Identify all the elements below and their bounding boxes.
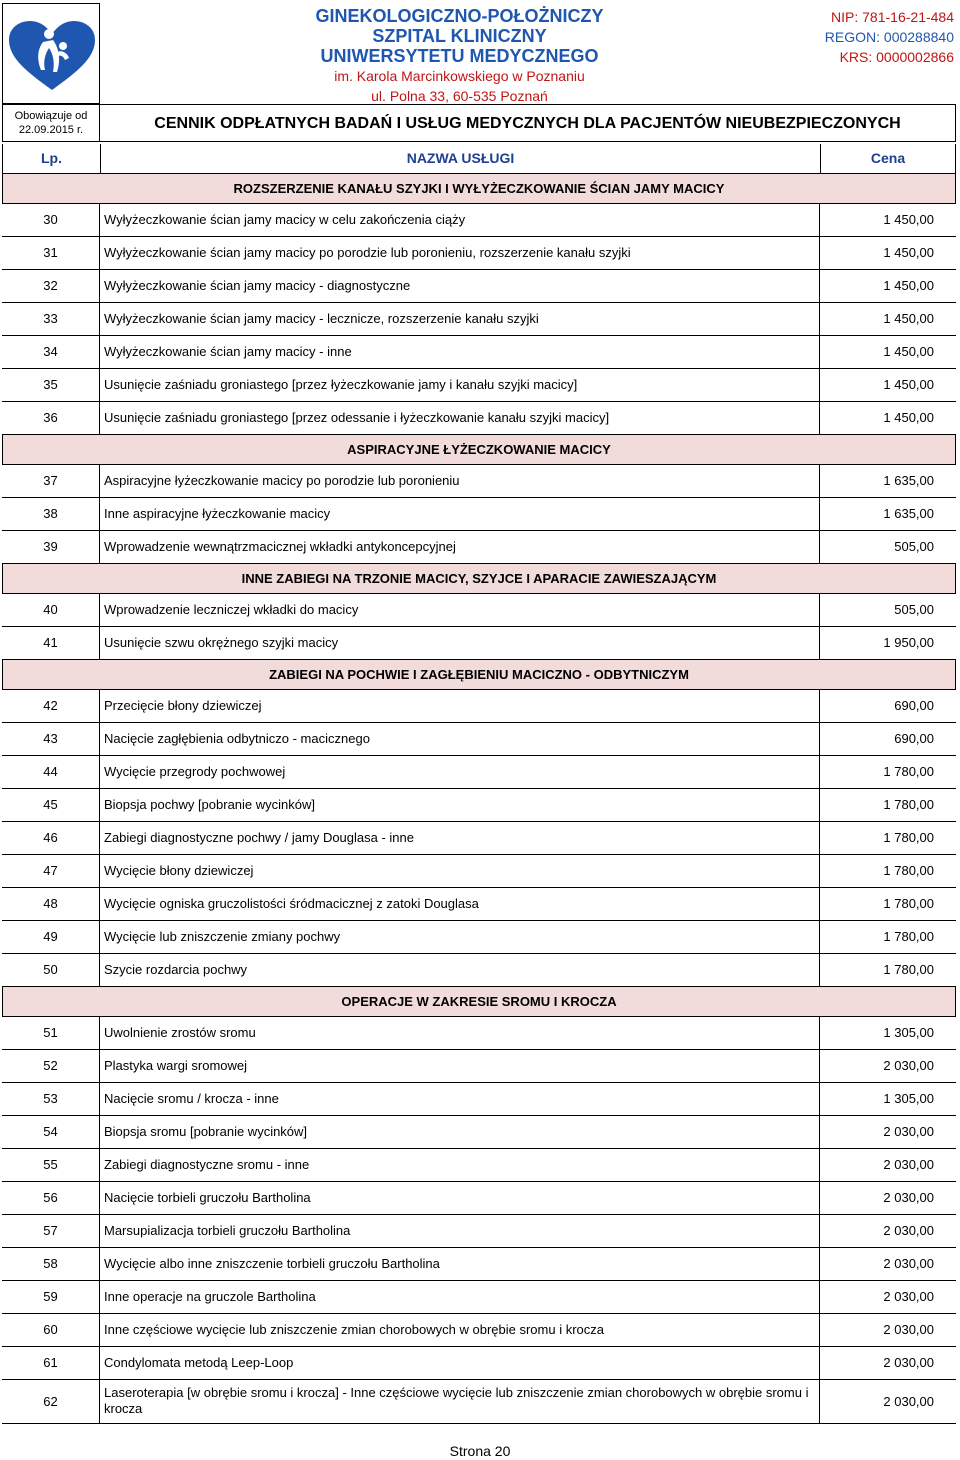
table-row xyxy=(2,204,956,237)
table-row xyxy=(2,723,956,756)
service-name: Zabiegi diagnostyczne pochwy / jamy Douglasa - inne xyxy=(100,822,820,854)
title-band xyxy=(2,106,956,144)
page-number: Strona 20 xyxy=(449,1443,511,1459)
service-name: Wycięcie błony dziewiczej xyxy=(100,855,820,887)
service-name: Wyłyżeczkowanie ścian jamy macicy - inne xyxy=(100,336,820,368)
row-number: 45 xyxy=(2,789,100,821)
section-title: ROZSZERZENIE KANAŁU SZYJKI I WYŁYŻECZKOWANIE ŚCIAN JAMY MACICY xyxy=(2,174,956,204)
service-price: 1 780,00 xyxy=(883,929,934,944)
hospital-name-line1: GINEKOLOGICZNO-POŁOŻNICZY xyxy=(315,6,604,26)
price-table-body xyxy=(2,174,956,1424)
service-price: 2 030,00 xyxy=(883,1124,934,1139)
service-name: Biopsja pochwy [pobranie wycinków] xyxy=(100,789,820,821)
service-name: Inne operacje na gruczole Bartholina xyxy=(100,1281,820,1313)
table-row xyxy=(2,888,956,921)
hospital-patron: im. Karola Marcinkowskiego w Poznaniu xyxy=(334,68,585,84)
column-header-price: Cena xyxy=(870,150,906,166)
service-price: 2 030,00 xyxy=(883,1394,934,1409)
hospital-name-line3: UNIWERSYTETU MEDYCZNEGO xyxy=(320,46,599,66)
row-number: 54 xyxy=(2,1116,100,1148)
table-row xyxy=(2,270,956,303)
service-name: Biopsja sromu [pobranie wycinków] xyxy=(100,1116,820,1148)
hospital-name-block xyxy=(302,6,617,106)
price-list-page xyxy=(2,3,956,1424)
table-row xyxy=(2,465,956,498)
row-number: 61 xyxy=(2,1347,100,1379)
service-name: Nacięcie zagłębienia odbytniczo - macicznego xyxy=(100,723,820,755)
service-name: Inne częściowe wycięcie lub zniszczenie zmian chorobowych w obrębie sromu i krocza xyxy=(100,1314,820,1346)
service-name: Nacięcie torbieli gruczołu Bartholina xyxy=(100,1182,820,1214)
row-number: 53 xyxy=(2,1083,100,1115)
table-row xyxy=(2,237,956,270)
service-price: 1 780,00 xyxy=(883,797,934,812)
row-number: 33 xyxy=(2,303,100,335)
service-name: Inne aspiracyjne łyżeczkowanie macicy xyxy=(100,498,820,530)
row-number: 37 xyxy=(2,465,100,497)
table-row xyxy=(2,1380,956,1424)
service-name: Marsupializacja torbieli gruczołu Bartholina xyxy=(100,1215,820,1247)
service-price: 1 450,00 xyxy=(883,377,934,392)
service-name: Wyłyżeczkowanie ścian jamy macicy - lecznicze, rozszerzenie kanału szyjki xyxy=(100,303,820,335)
service-price: 2 030,00 xyxy=(883,1058,934,1073)
service-price: 1 450,00 xyxy=(883,344,934,359)
table-row xyxy=(2,1182,956,1215)
service-name: Laseroterapia [w obrębie sromu i krocza] - Inne częściowe wycięcie lub zniszczenie zmian chorobowych w obrębie sromu i krocza xyxy=(100,1380,820,1423)
section-title: ASPIRACYJNE ŁYŻECZKOWANIE MACICY xyxy=(2,435,956,465)
service-price: 2 030,00 xyxy=(883,1289,934,1304)
service-price: 2 030,00 xyxy=(883,1190,934,1205)
service-price: 1 450,00 xyxy=(883,278,934,293)
table-row xyxy=(2,756,956,789)
service-price: 1 635,00 xyxy=(883,473,934,488)
krs-number: KRS: 0000002866 xyxy=(839,49,954,65)
row-number: 47 xyxy=(2,855,100,887)
service-name: Aspiracyjne łyżeczkowanie macicy po porodzie lub poronieniu xyxy=(100,465,820,497)
service-price: 1 780,00 xyxy=(883,896,934,911)
service-price: 1 305,00 xyxy=(883,1091,934,1106)
hospital-address: ul. Polna 33, 60-535 Poznań xyxy=(371,88,548,104)
table-row xyxy=(2,954,956,987)
column-header-name: NAZWA USŁUGI xyxy=(101,144,821,173)
table-row xyxy=(2,1050,956,1083)
row-number: 34 xyxy=(2,336,100,368)
table-row xyxy=(2,498,956,531)
hospital-name-line2: SZPITAL KLINICZNY xyxy=(372,26,547,46)
service-price: 1 450,00 xyxy=(883,410,934,425)
service-name: Wycięcie lub zniszczenie zmiany pochwy xyxy=(100,921,820,953)
row-number: 52 xyxy=(2,1050,100,1082)
service-name: Wycięcie albo inne zniszczenie torbieli gruczołu Bartholina xyxy=(100,1248,820,1280)
row-number: 38 xyxy=(2,498,100,530)
section-title: OPERACJE W ZAKRESIE SROMU I KROCZA xyxy=(2,987,956,1017)
service-name: Wyłyżeczkowanie ścian jamy macicy po porodzie lub poronieniu, rozszerzenie kanału szyjki xyxy=(100,237,820,269)
row-number: 58 xyxy=(2,1248,100,1280)
table-row xyxy=(2,303,956,336)
service-price: 1 950,00 xyxy=(883,635,934,650)
row-number: 30 xyxy=(2,204,100,236)
table-row xyxy=(2,1248,956,1281)
table-row xyxy=(2,1083,956,1116)
row-number: 48 xyxy=(2,888,100,920)
service-name: Zabiegi diagnostyczne sromu - inne xyxy=(100,1149,820,1181)
row-number: 59 xyxy=(2,1281,100,1313)
service-price: 1 450,00 xyxy=(883,311,934,326)
service-price: 690,00 xyxy=(894,698,934,713)
table-row xyxy=(2,1116,956,1149)
service-price: 1 780,00 xyxy=(883,962,934,977)
service-price: 2 030,00 xyxy=(883,1157,934,1172)
service-name: Wyłyżeczkowanie ścian jamy macicy - diagnostyczne xyxy=(100,270,820,302)
service-name: Uwolnienie zrostów sromu xyxy=(100,1017,820,1049)
registry-ids xyxy=(825,7,954,67)
table-row xyxy=(2,1215,956,1248)
service-price: 2 030,00 xyxy=(883,1355,934,1370)
table-row xyxy=(2,690,956,723)
table-row xyxy=(2,402,956,435)
row-number: 60 xyxy=(2,1314,100,1346)
service-name: Wyłyżeczkowanie ścian jamy macicy w celu zakończenia ciąży xyxy=(100,204,820,236)
row-number: 56 xyxy=(2,1182,100,1214)
service-price: 2 030,00 xyxy=(883,1256,934,1271)
table-header xyxy=(2,144,956,174)
table-row xyxy=(2,627,956,660)
service-name: Wycięcie przegrody pochwowej xyxy=(100,756,820,788)
column-header-lp: Lp. xyxy=(3,144,101,173)
service-name: Wprowadzenie wewnątrzmacicznej wkładki antykoncepcyjnej xyxy=(100,531,820,563)
table-row xyxy=(2,789,956,822)
row-number: 40 xyxy=(2,594,100,626)
section-title: ZABIEGI NA POCHWIE I ZAGŁĘBIENIU MACICZNO - ODBYTNICZYM xyxy=(2,660,956,690)
service-price: 1 780,00 xyxy=(883,863,934,878)
service-name: Wprowadzenie leczniczej wkładki do macicy xyxy=(100,594,820,626)
validity-box xyxy=(2,104,100,142)
row-number: 32 xyxy=(2,270,100,302)
row-number: 39 xyxy=(2,531,100,563)
service-price: 690,00 xyxy=(894,731,934,746)
service-price: 1 450,00 xyxy=(883,245,934,260)
service-name: Nacięcie sromu / krocza - inne xyxy=(100,1083,820,1115)
row-number: 31 xyxy=(2,237,100,269)
row-number: 43 xyxy=(2,723,100,755)
regon-number: REGON: 000288840 xyxy=(824,29,954,45)
table-row xyxy=(2,531,956,564)
page-header xyxy=(2,3,956,106)
row-number: 55 xyxy=(2,1149,100,1181)
row-number: 42 xyxy=(2,690,100,722)
service-name: Plastyka wargi sromowej xyxy=(100,1050,820,1082)
table-row xyxy=(2,369,956,402)
service-name: Przecięcie błony dziewiczej xyxy=(100,690,820,722)
table-row xyxy=(2,1017,956,1050)
nip-number: NIP: 781-16-21-484 xyxy=(831,9,954,25)
service-price: 2 030,00 xyxy=(883,1223,934,1238)
table-row xyxy=(2,1149,956,1182)
service-price: 1 635,00 xyxy=(883,506,934,521)
row-number: 51 xyxy=(2,1017,100,1049)
service-price: 505,00 xyxy=(894,539,934,554)
section-title: INNE ZABIEGI NA TRZONIE MACICY, SZYJCE I APARACIE ZAWIESZAJĄCYM xyxy=(2,564,956,594)
row-number: 50 xyxy=(2,954,100,986)
service-name: Wycięcie ogniska gruczolistości śródmacicznej z zatoki Douglasa xyxy=(100,888,820,920)
service-price: 2 030,00 xyxy=(883,1322,934,1337)
table-row xyxy=(2,921,956,954)
service-price: 1 305,00 xyxy=(883,1025,934,1040)
service-name: Usunięcie zaśniadu groniastego [przez łyżeczkowanie jamy i kanału szyjki macicy] xyxy=(100,369,820,401)
row-number: 46 xyxy=(2,822,100,854)
table-row xyxy=(2,594,956,627)
mother-child-heart-logo-icon xyxy=(7,20,97,92)
validity-label: Obowiązuje od xyxy=(14,110,88,122)
table-row xyxy=(2,1314,956,1347)
table-row xyxy=(2,1281,956,1314)
row-number: 41 xyxy=(2,627,100,659)
table-row xyxy=(2,855,956,888)
service-name: Szycie rozdarcia pochwy xyxy=(100,954,820,986)
row-number: 35 xyxy=(2,369,100,401)
row-number: 49 xyxy=(2,921,100,953)
document-title: CENNIK ODPŁATNYCH BADAŃ I USŁUG MEDYCZNYCH DLA PACJENTÓW NIEUBEZPIECZONYCH xyxy=(100,104,956,142)
row-number: 44 xyxy=(2,756,100,788)
row-number: 62 xyxy=(2,1380,100,1423)
table-row xyxy=(2,822,956,855)
service-price: 1 780,00 xyxy=(883,764,934,779)
service-name: Usunięcie zaśniadu groniastego [przez odessanie i łyżeczkowanie kanału szyjki macicy] xyxy=(100,402,820,434)
table-row xyxy=(2,336,956,369)
service-name: Usunięcie szwu okrężnego szyjki macicy xyxy=(100,627,820,659)
validity-date: 22.09.2015 r. xyxy=(18,124,84,136)
service-price: 1 450,00 xyxy=(883,212,934,227)
table-row xyxy=(2,1347,956,1380)
service-price: 1 780,00 xyxy=(883,830,934,845)
service-name: Condylomata metodą Leep-Loop xyxy=(100,1347,820,1379)
row-number: 36 xyxy=(2,402,100,434)
hospital-logo xyxy=(2,3,100,104)
row-number: 57 xyxy=(2,1215,100,1247)
service-price: 505,00 xyxy=(894,602,934,617)
